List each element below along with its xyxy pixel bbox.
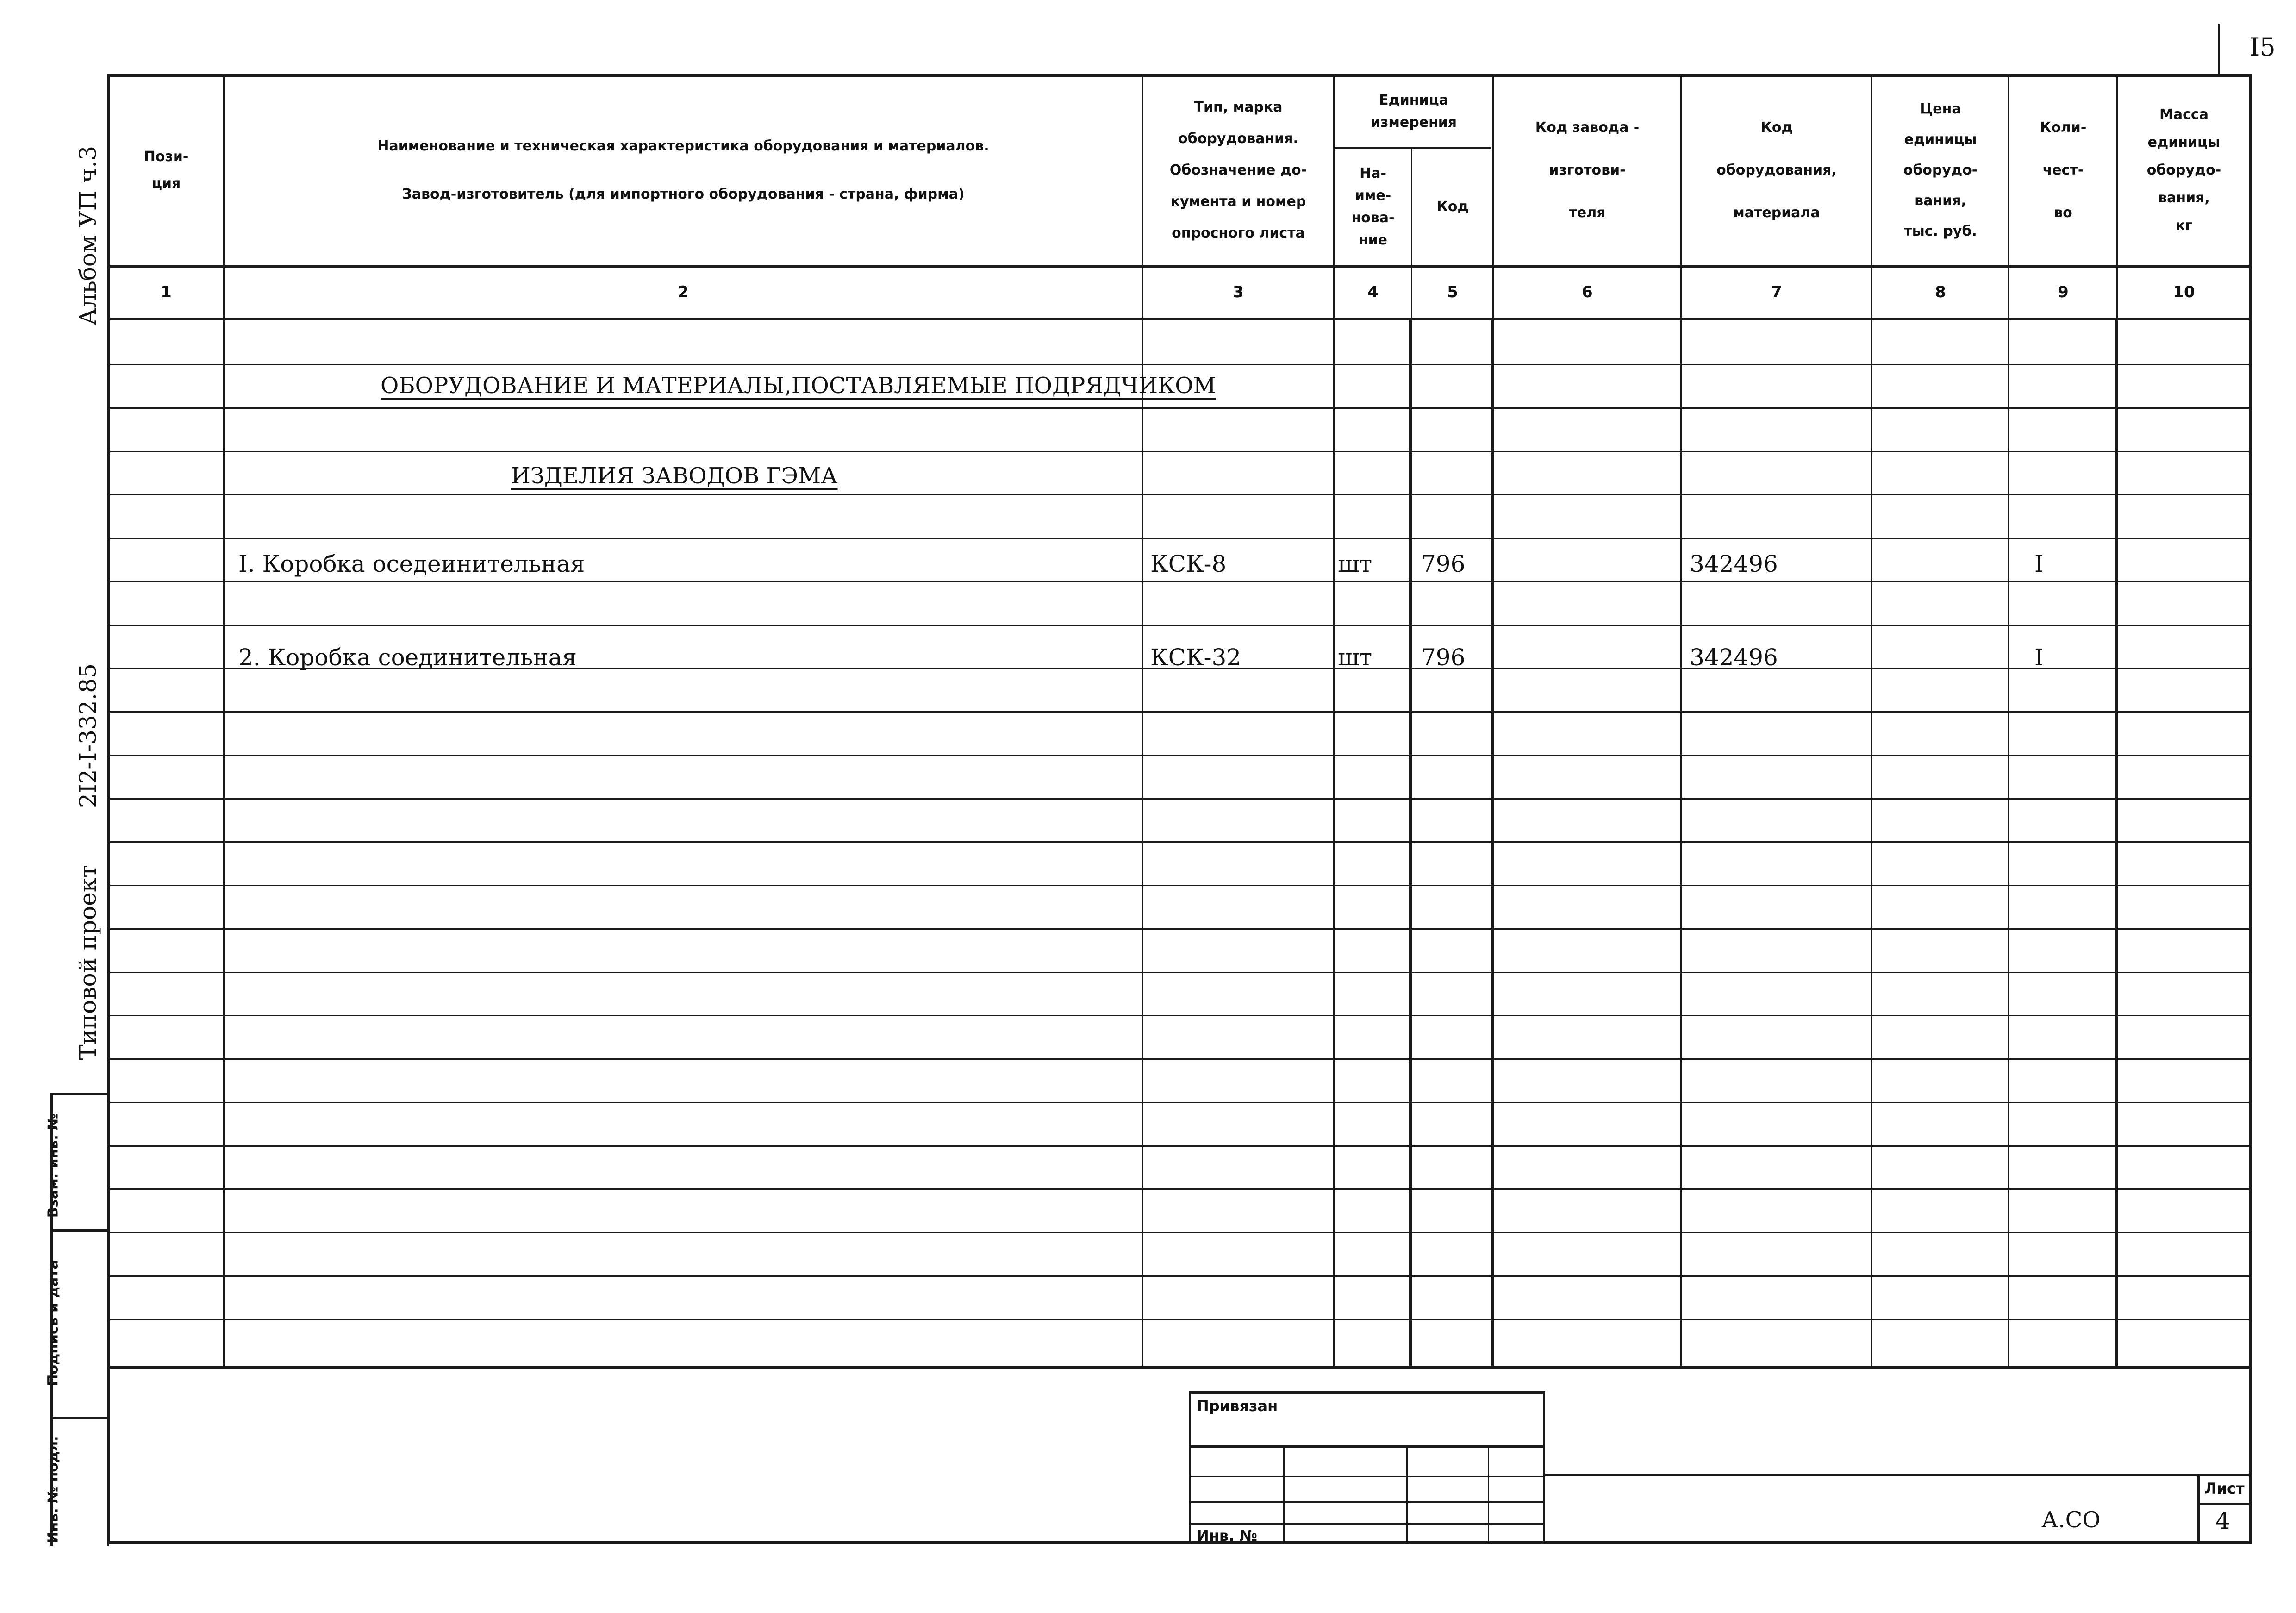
sign-date-label: Подпись и дата xyxy=(45,1260,62,1386)
row-2-type: КСК-32 xyxy=(1150,644,1242,671)
table-row-line xyxy=(107,972,2252,973)
row-2-unit: шт xyxy=(1338,644,1373,671)
subsection-title: ИЗДЕЛИЯ ЗАВОДОВ ГЭМА xyxy=(511,463,838,489)
table-row-line xyxy=(107,364,2252,365)
column-number: 7 xyxy=(1771,283,1782,301)
stamp-attached-label: Привязан xyxy=(1197,1397,1278,1415)
section-title: ОБОРУДОВАНИЕ И МАТЕРИАЛЫ,ПОСТАВЛЯЕМЫЕ ПОДРЯДЧИКОМ xyxy=(381,373,1216,399)
table-row-line xyxy=(107,1275,2252,1277)
column-number: 4 xyxy=(1367,283,1379,301)
table-row-line xyxy=(107,798,2252,800)
row-1-unit: шт xyxy=(1338,550,1373,577)
table-row-line xyxy=(107,1145,2252,1147)
column-number: 5 xyxy=(1447,283,1458,301)
header-material-code: Код оборудования, материала xyxy=(1716,119,1837,221)
row-1-quantity: I xyxy=(2034,550,2044,577)
column-number: 8 xyxy=(1935,283,1946,301)
table-row-line xyxy=(107,1188,2252,1190)
row-1-material-code: 342496 xyxy=(1690,550,1778,577)
project-type-label: Типовой проект xyxy=(75,865,101,1060)
row-1-name: I. Коробка оседеинительная xyxy=(238,550,585,577)
inv-orig-label: Инв. № подл. xyxy=(45,1436,62,1544)
table-row-line xyxy=(107,885,2252,886)
table-row-line xyxy=(107,451,2252,452)
header-unit-name: На- име- нова- ние xyxy=(1351,165,1395,248)
doc-code: А.СО xyxy=(2041,1507,2101,1533)
table-row-line xyxy=(107,407,2252,409)
table-row-line xyxy=(107,1058,2252,1060)
row-1-unit-code: 796 xyxy=(1421,550,1466,577)
row-2-material-code: 342496 xyxy=(1690,644,1778,671)
column-number: 3 xyxy=(1233,283,1244,301)
header-factory-code: Код завода - изготови- теля xyxy=(1535,119,1640,221)
row-2-quantity: I xyxy=(2034,644,2044,671)
table-row-line xyxy=(107,1319,2252,1320)
sheet-number: 4 xyxy=(2215,1507,2230,1534)
project-code-label: 2I2-I-332.85 xyxy=(75,663,101,808)
table-row-line xyxy=(107,1102,2252,1103)
column-number: 2 xyxy=(678,283,689,301)
inv-swap-label: Взам. инв. № xyxy=(45,1113,62,1218)
page-number: I5 xyxy=(2250,32,2276,62)
header-name: Наименование и техническая характеристика оборудования и материалов. Завод-изготовитель (для импортного оборудования - страна, фирма) xyxy=(377,138,989,202)
album-label: Альбом УП ч.3 xyxy=(75,145,101,326)
column-number: 9 xyxy=(2058,283,2069,301)
header-price: Цена единицы оборудо- вания, тыс. руб. xyxy=(1903,101,1978,239)
table-row-line xyxy=(107,1015,2252,1016)
column-number: 1 xyxy=(161,283,172,301)
header-quantity: Коли- чест- во xyxy=(2040,119,2087,221)
header-unit-group: Единица измерения xyxy=(1370,92,1457,131)
table-row-line xyxy=(107,711,2252,713)
header-position: Пози- ция xyxy=(144,149,189,192)
row-2-unit-code: 796 xyxy=(1421,644,1466,671)
table-row-line xyxy=(107,494,2252,495)
header-mass: Масса единицы оборудо- вания, кг xyxy=(2146,106,2221,234)
table-row-line xyxy=(107,928,2252,930)
table-row-line xyxy=(107,841,2252,843)
table-row-line xyxy=(107,755,2252,756)
row-2-name: 2. Коробка соединительная xyxy=(238,644,577,671)
sheet-label: Лист xyxy=(2204,1480,2245,1497)
column-number: 6 xyxy=(1582,283,1593,301)
stamp-inv-label: Инв. № xyxy=(1197,1527,1257,1544)
row-1-type: КСК-8 xyxy=(1150,550,1227,577)
column-number: 10 xyxy=(2173,283,2195,301)
header-type: Тип, марка оборудования. Обозначение до- кумента и номер опросного листа xyxy=(1169,99,1307,241)
table-row-line xyxy=(107,625,2252,626)
table-row-line xyxy=(107,1232,2252,1233)
header-unit-code: Код xyxy=(1436,199,1469,215)
